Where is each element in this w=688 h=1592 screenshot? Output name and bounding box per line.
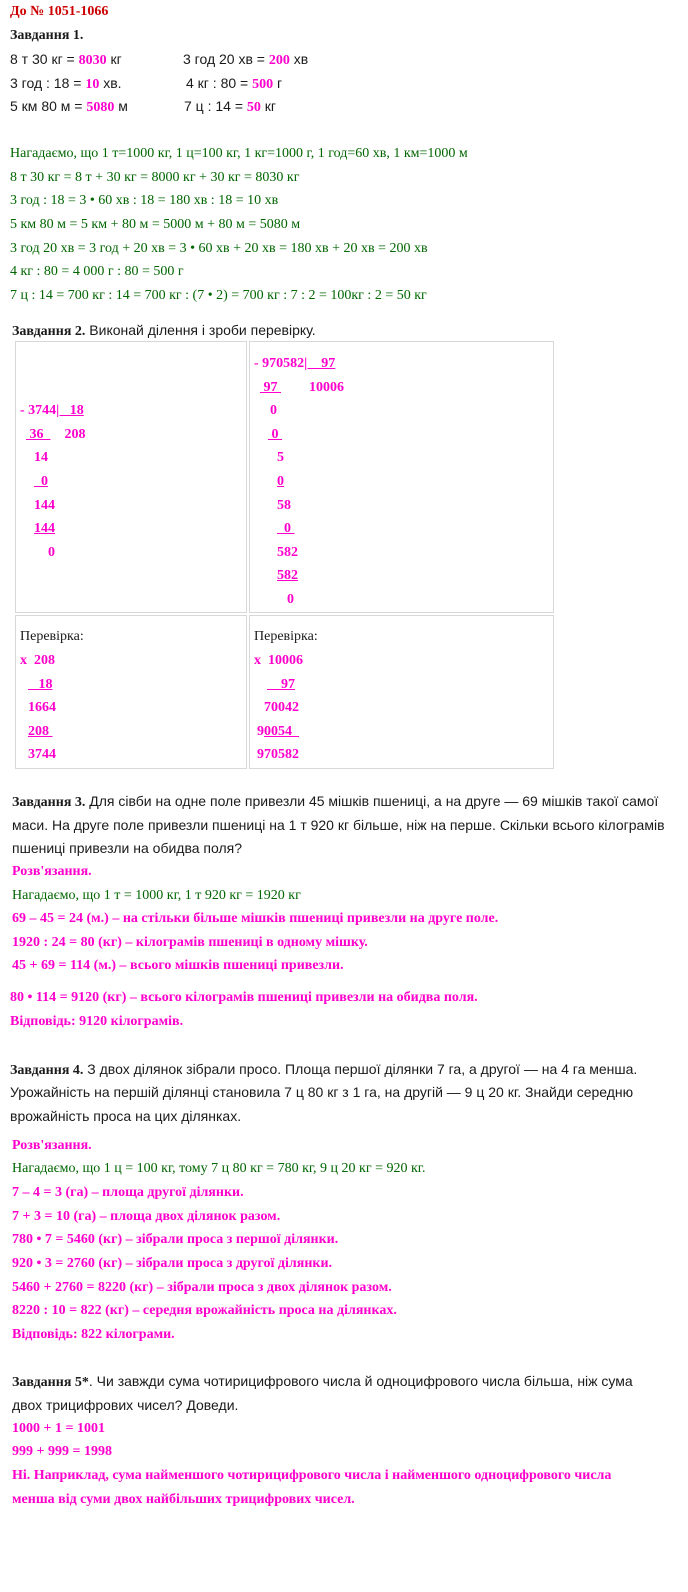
task3-text-line: маси. На друге поле привезли пшениці на 1 т 920 кг більше, ніж на перше. Скільки всього кілограмів — [12, 817, 665, 833]
division1-line: 14 — [34, 450, 48, 465]
task3-answer: Відповідь: 9120 кілограмів. — [10, 1014, 184, 1029]
task1-note: 8 т 30 кг = 8 т + 30 кг = 8000 кг + 30 кг = 8030 кг — [10, 170, 300, 185]
division1-line: - 3744| 18 — [20, 403, 84, 418]
task1-row: 5 км 80 м = 5080 м — [10, 98, 128, 115]
task4-reminder: Нагадаємо, що 1 ц = 100 кг, тому 7 ц 80 кг = 780 кг, 9 ц 20 кг = 920 кг. — [12, 1161, 426, 1176]
division2-line: 0 — [277, 474, 284, 489]
task2-text: Виконай ділення і зроби перевірку. — [85, 322, 316, 338]
division1-line: 0 — [34, 474, 48, 489]
division2-line: 97 10006 — [260, 380, 344, 395]
division-cell-1 — [15, 341, 247, 613]
task5-text: Завдання 5*. Чи завжди сума чотирицифрового числа й одноцифрового числа більша, ніж сума — [12, 1373, 633, 1390]
division2-line: 58 — [277, 498, 291, 513]
task4-text-line: Урожайність на першій ділянці становила 7 ц 80 кг з 1 га, на другій — 9 ц 20 кг. Знайди середню — [10, 1084, 634, 1100]
division1-line: 36 208 — [26, 427, 86, 442]
task4-step: 5460 + 2760 = 8220 (кг) – зібрали проса з двох ділянок разом. — [12, 1280, 392, 1295]
check2-label: Перевірка: — [254, 629, 318, 644]
check2-line: х 10006 — [254, 653, 303, 668]
task4-text: Завдання 4. З двох ділянок зібрали просо. Площа першої ділянки 7 га, а другої — на 4 га менша. — [10, 1061, 638, 1078]
task5-conclusion: менша від суми двох найбільших трицифрових чисел. — [12, 1492, 355, 1507]
task5-step: 1000 + 1 = 1001 — [12, 1421, 105, 1436]
division2-line: 0 — [268, 427, 282, 442]
check2-line: 970582 — [257, 747, 299, 762]
division1-line: 144 — [34, 498, 55, 513]
task5-step: 999 + 999 = 1998 — [12, 1444, 112, 1459]
task1-note: 5 км 80 м = 5 км + 80 м = 5000 м + 80 м = 5080 м — [10, 217, 301, 232]
task1-title: Завдання 1. — [10, 28, 84, 43]
task4-step: 7 + 3 = 10 (га) – площа двох ділянок разом. — [12, 1209, 281, 1224]
check1-line: 208 — [28, 724, 53, 739]
task4-text-line: врожайність проса на цих ділянках. — [10, 1108, 242, 1124]
check1-line: 3744 — [28, 747, 56, 762]
division1-line: 0 — [48, 545, 55, 560]
task3-step: 1920 : 24 = 80 (кг) – кілограмів пшениці в одному мішку. — [12, 935, 368, 950]
task4-solution-label: Розв'язання. — [12, 1138, 92, 1153]
task1-note: Нагадаємо, що 1 т=1000 кг, 1 ц=100 кг, 1 кг=1000 г, 1 год=60 хв, 1 км=1000 м — [10, 146, 468, 161]
task5-conclusion: Ні. Наприклад, сума найменшого чотирицифрового числа і найменшого одноцифрового числа — [12, 1468, 612, 1483]
division2-line: 0 — [277, 521, 295, 536]
task2-heading — [12, 322, 316, 340]
check1-label: Перевірка: — [20, 629, 84, 644]
division1-line: 144 — [34, 521, 55, 536]
task4-step: 7 – 4 = 3 (га) – площа другої ділянки. — [12, 1185, 244, 1200]
division2-line: 582 — [277, 545, 298, 560]
task1-note: 4 кг : 80 = 4 000 г : 80 = 500 г — [10, 264, 184, 279]
task1-note: 7 ц : 14 = 700 кг : 14 = 700 кг : (7 • 2) = 700 кг : 7 : 2 = 100кг : 2 = 50 кг — [10, 288, 427, 303]
task3-reminder: Нагадаємо, що 1 т = 1000 кг, 1 т 920 кг = 1920 кг — [12, 888, 301, 903]
task1-row: 4 кг : 80 = 500 г — [186, 75, 283, 92]
check1-line: 1664 — [28, 700, 56, 715]
division2-line: 0 — [287, 592, 294, 607]
task4-answer: Відповідь: 822 кілограми. — [12, 1327, 175, 1342]
task2-title: Завдання 2. — [12, 324, 86, 339]
page-header: До № 1051-1066 — [10, 4, 109, 19]
task3-text: Завдання 3. Для сівби на одне поле привезли 45 мішків пшениці, а на друге — 69 мішків такої самої — [12, 793, 659, 810]
task3-step: 45 + 69 = 114 (м.) – всього мішків пшениці привезли. — [12, 958, 344, 973]
task1-row: 3 год 20 хв = 200 хв — [183, 51, 309, 68]
task1-row: 3 год : 18 = 10 хв. — [10, 75, 122, 92]
division2-line: 5 — [277, 450, 284, 465]
division2-line: - 970582| 97 — [254, 356, 336, 371]
task3-text-line: пшениці привезли на обидва поля? — [12, 840, 243, 856]
task3-solution-label: Розв'язання. — [12, 864, 92, 879]
check2-line: 97 — [267, 677, 295, 692]
check1-line: 18 — [28, 677, 53, 692]
task3-step: 69 – 45 = 24 (м.) – на стільки більше мішків пшениці привезли на друге поле. — [12, 911, 499, 926]
task1-note: 3 год : 18 = 3 • 60 хв : 18 = 180 хв : 18 = 10 хв — [10, 193, 279, 208]
task1-row: 8 т 30 кг = 8030 кг — [10, 51, 122, 68]
check2-line: 70042 — [264, 700, 299, 715]
division2-line: 0 — [270, 403, 277, 418]
task4-step: 780 • 7 = 5460 (кг) – зібрали проса з першої ділянки. — [12, 1232, 339, 1247]
task3-step: 80 • 114 = 9120 (кг) – всього кілограмів пшениці привезли на обидва поля. — [10, 990, 478, 1005]
task4-step: 8220 : 10 = 822 (кг) – середня врожайність проса на ділянках. — [12, 1303, 397, 1318]
check2-line: 90054 — [257, 724, 299, 739]
check1-line: х 208 — [20, 653, 55, 668]
task4-step: 920 • 3 = 2760 (кг) – зібрали проса з другої ділянки. — [12, 1256, 333, 1271]
task1-note: 3 год 20 хв = 3 год + 20 хв = 3 • 60 хв + 20 хв = 180 хв + 20 хв = 200 хв — [10, 241, 428, 256]
division2-line: 582 — [277, 568, 298, 583]
task5-text-line: двох трицифрових чисел? Доведи. — [12, 1397, 239, 1413]
task1-row: 7 ц : 14 = 50 кг — [184, 98, 277, 115]
